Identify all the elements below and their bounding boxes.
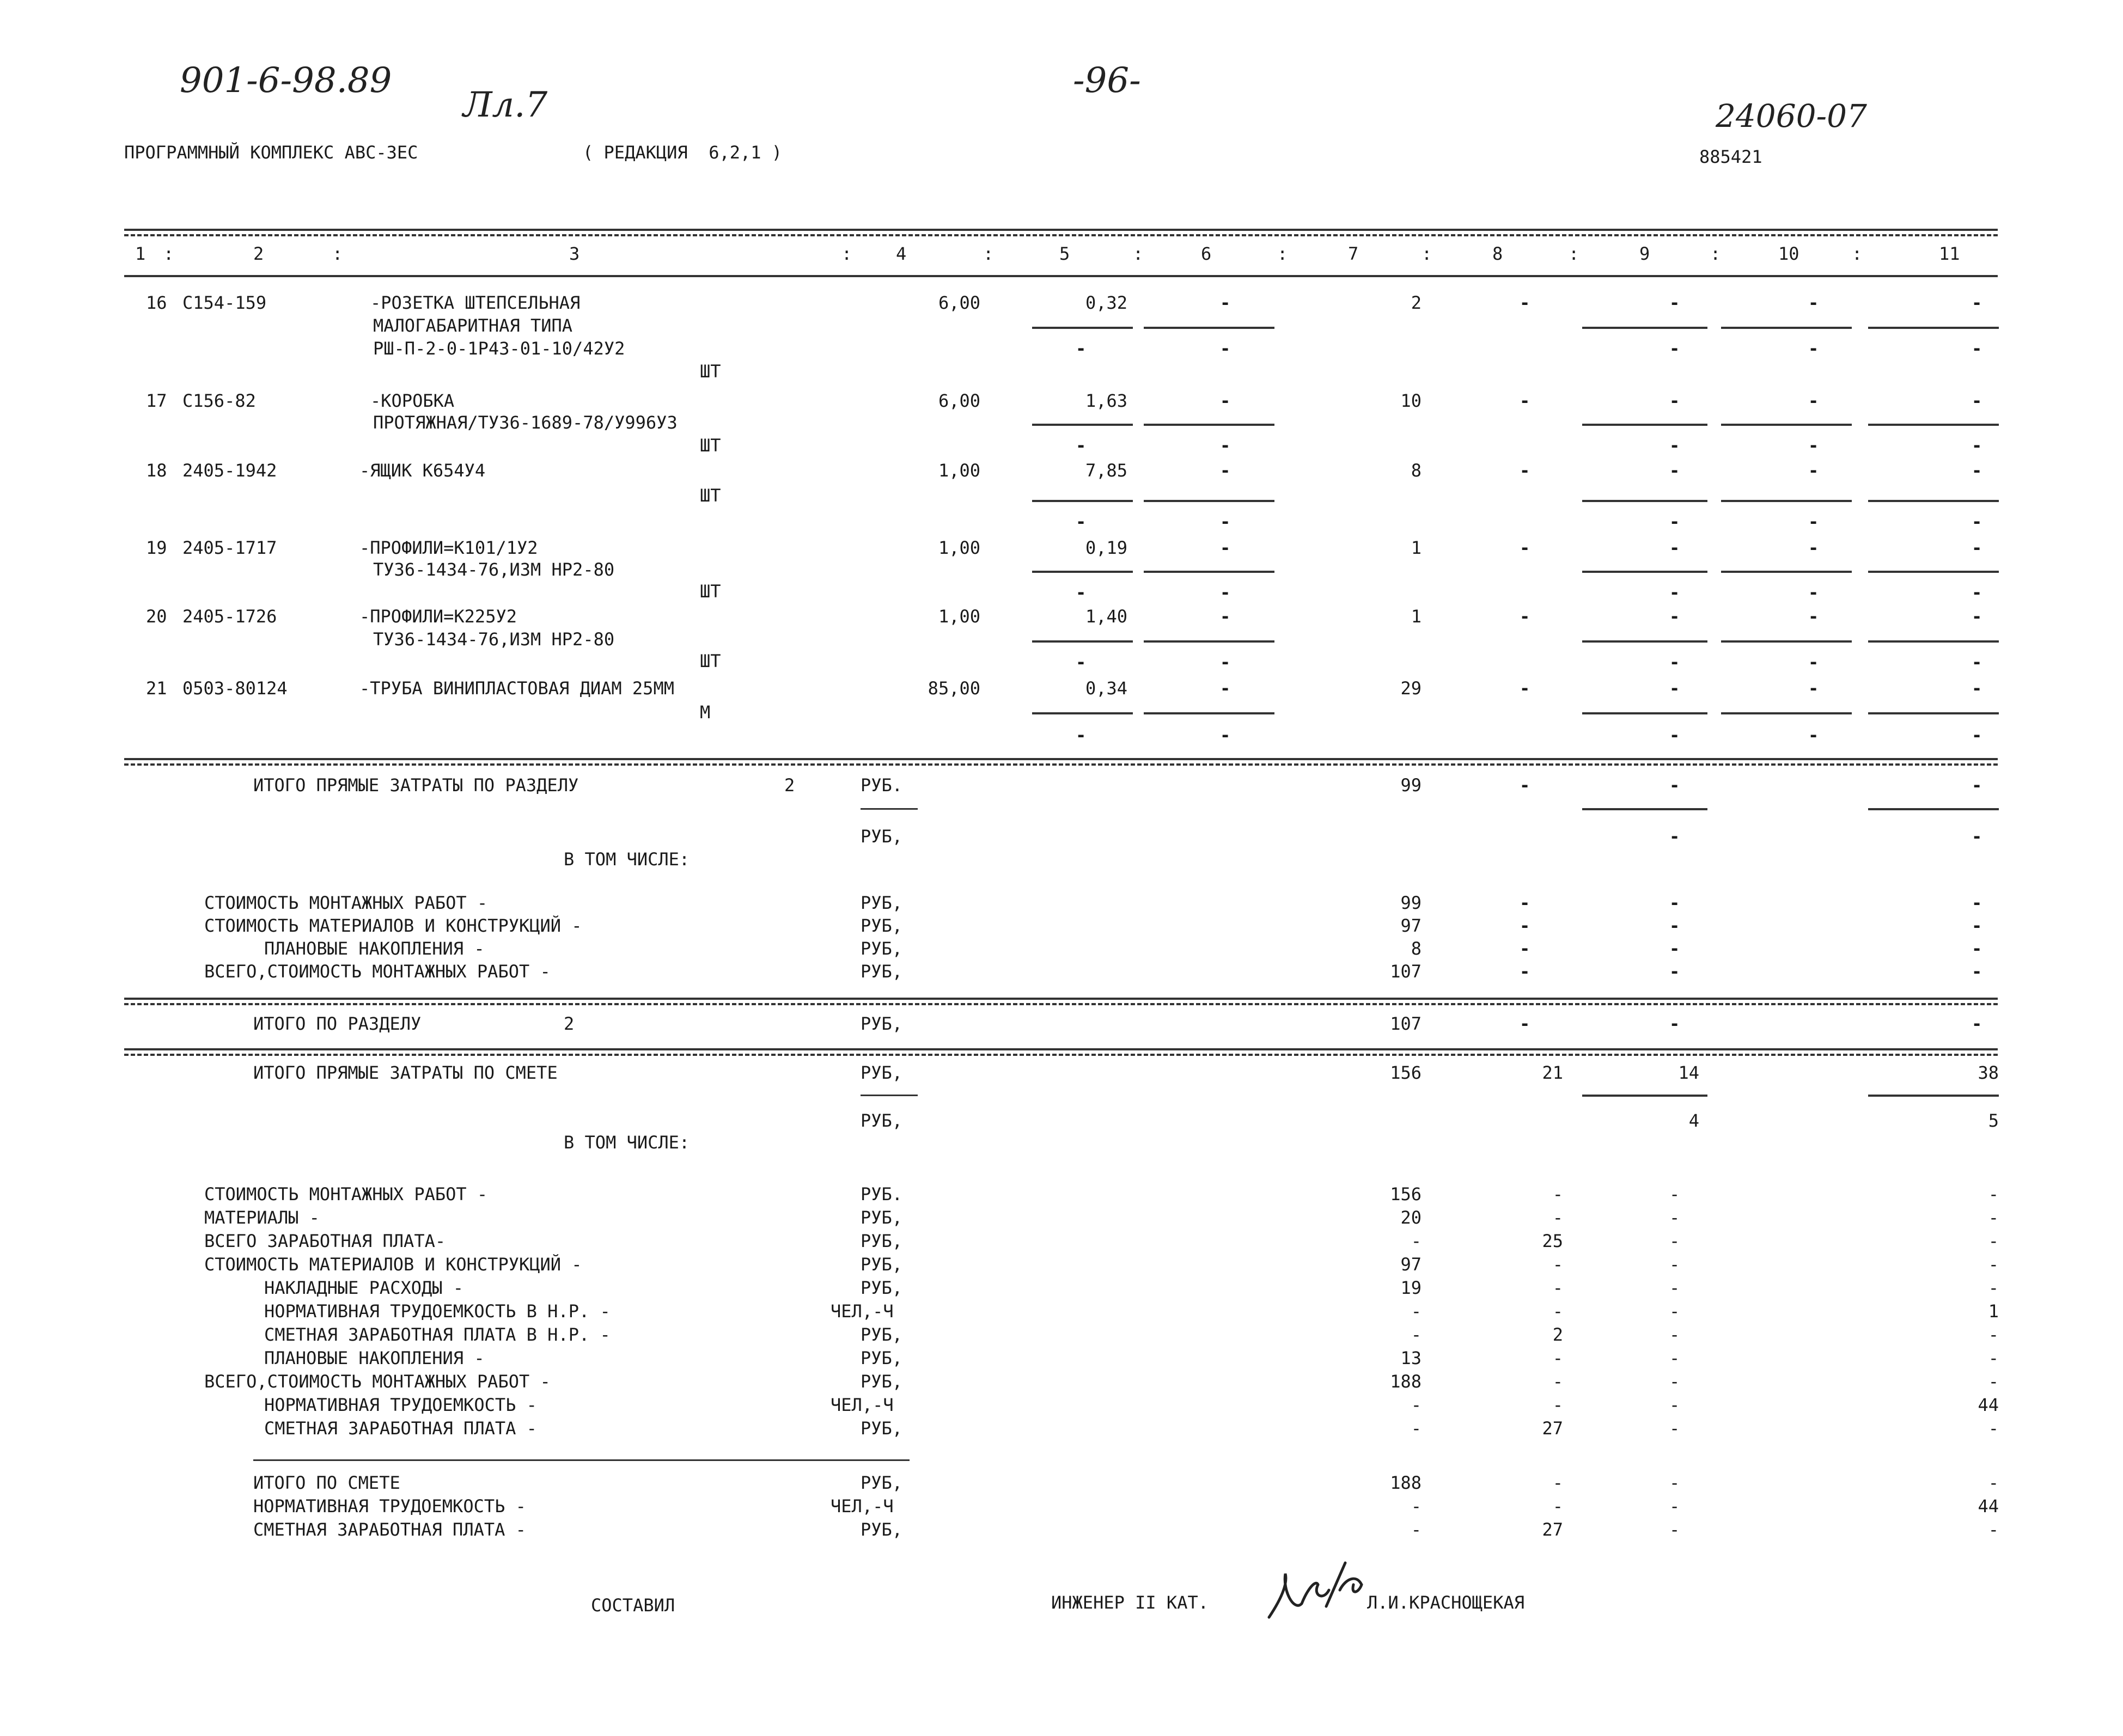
row-price: 1,63: [1085, 390, 1127, 411]
breakdown-label: СТОИМОСТЬ МАТЕРИАЛОВ И КОНСТРУКЦИЙ -: [204, 915, 582, 936]
row-c7: 1: [1411, 606, 1422, 627]
row-c9: -: [1669, 292, 1680, 313]
row-qty: 1,00: [938, 460, 980, 481]
document-number: 885421: [1699, 146, 1762, 167]
row-unit: ШТ: [700, 361, 721, 382]
engineer-title: ИНЖЕНЕР II КАТ.: [1051, 1592, 1209, 1613]
row-code: 0503-80124: [182, 678, 288, 699]
section-rule: [124, 758, 1998, 760]
breakdown-label: СТОИМОСТЬ МОНТАЖНЫХ РАБОТ -: [204, 1184, 488, 1205]
breakdown-label: НАКЛАДНЫЕ РАСХОДЫ -: [264, 1277, 464, 1298]
row-number: 21: [146, 678, 167, 699]
row-c6: -: [1220, 292, 1231, 313]
table-top-rule-dashed: [124, 234, 1998, 236]
breakdown-label: ВСЕГО,СТОИМОСТЬ МОНТАЖНЫХ РАБОТ -: [204, 1371, 551, 1392]
row-unit: ШТ: [700, 435, 721, 456]
row-desc-line: -РОЗЕТКА ШТЕПСЕЛЬНАЯ: [370, 292, 581, 313]
row-qty: 6,00: [938, 390, 980, 411]
col-header-2: 2: [253, 243, 264, 264]
row-code: 2405-1717: [182, 537, 277, 558]
row-c7: 29: [1400, 678, 1422, 699]
row-desc-line: -ПРОФИЛИ=К101/1У2: [359, 537, 538, 558]
row-desc-line: МАЛОГАБАРИТНАЯ ТИПА: [373, 315, 573, 336]
row-qty: 85,00: [928, 678, 980, 699]
row-desc-line: -ЯЩИК К654У4: [359, 460, 486, 481]
section-direct-unit: РУБ.: [861, 775, 903, 796]
engineer-name: Л.И.КРАСНОЩЕКАЯ: [1367, 1592, 1524, 1613]
breakdown-label: НОРМАТИВНАЯ ТРУДОЕМКОСТЬ -: [264, 1395, 537, 1415]
row-number: 17: [146, 390, 167, 411]
breakdown-label: СТОИМОСТЬ МОНТАЖНЫХ РАБОТ -: [204, 893, 488, 913]
compiled-label: СОСТАВИЛ: [591, 1595, 675, 1616]
row-number: 16: [146, 292, 167, 313]
row-unit: ШТ: [700, 581, 721, 602]
row-qty: 1,00: [938, 606, 980, 627]
row-price: 1,40: [1085, 606, 1127, 627]
section-number: 2: [784, 775, 795, 796]
row-price: 0,19: [1085, 537, 1127, 558]
col-header-8: 8: [1492, 243, 1503, 264]
signature-image: [1264, 1552, 1372, 1634]
row-unit: ШТ: [700, 485, 721, 506]
section-total-value: 107: [1390, 1013, 1422, 1034]
col-header-7: 7: [1348, 243, 1359, 264]
col-header-9: 9: [1639, 243, 1650, 264]
col-header-5: 5: [1059, 243, 1070, 264]
estimate-total-label: СМЕТНАЯ ЗАРАБОТНАЯ ПЛАТА -: [253, 1519, 526, 1540]
row-price: 7,85: [1085, 460, 1127, 481]
row-unit: ШТ: [700, 651, 721, 671]
row-c10: -: [1808, 292, 1819, 313]
program-title: ПРОГРАММНЫЙ КОМПЛЕКС АВС-ЗЕС: [124, 142, 418, 163]
row-number: 19: [146, 537, 167, 558]
row-unit: М: [700, 702, 711, 723]
handwritten-code: 24060-07: [1716, 97, 1867, 135]
breakdown-label: СМЕТНАЯ ЗАРАБОТНАЯ ПЛАТА В Н.Р. -: [264, 1324, 611, 1345]
row-c7: 10: [1400, 390, 1422, 411]
breakdown-label: МАТЕРИАЛЫ -: [204, 1207, 320, 1228]
col-header-6: 6: [1201, 243, 1212, 264]
row-code: 2405-1726: [182, 606, 277, 627]
row-code: С154-159: [182, 292, 267, 313]
program-edition: ( РЕДАКЦИЯ 6,2,1 ): [583, 142, 783, 163]
col-header-11: 11: [1939, 243, 1960, 264]
handwritten-doc-code: 901-6-98.89: [180, 60, 392, 101]
breakdown-label: ПЛАНОВЫЕ НАКОПЛЕНИЯ -: [264, 938, 485, 959]
row-desc-line: ПРОТЯЖНАЯ/ТУ36-1689-78/У996У3: [373, 412, 678, 433]
row-number: 18: [146, 460, 167, 481]
estimate-direct-title: ИТОГО ПРЯМЫЕ ЗАТРАТЫ ПО СМЕТЕ: [253, 1062, 558, 1083]
row-desc-line: РШ-П-2-0-1Р43-01-10/42У2: [373, 338, 625, 359]
row-qty: 6,00: [938, 292, 980, 313]
table-header-rule: [124, 275, 1998, 277]
row-desc-line: -ПРОФИЛИ=К225У2: [359, 606, 517, 627]
breakdown-label: ВСЕГО ЗАРАБОТНАЯ ПЛАТА-: [204, 1231, 446, 1251]
row-number: 20: [146, 606, 167, 627]
col-header-1: 1: [135, 243, 146, 264]
breakdown-label: ПЛАНОВЫЕ НАКОПЛЕНИЯ -: [264, 1348, 485, 1368]
row-price: 0,34: [1085, 678, 1127, 699]
section-direct-value: 99: [1400, 775, 1422, 796]
col-header-3: 3: [569, 243, 580, 264]
row-desc-line: -КОРОБКА: [370, 390, 455, 411]
row-desc-line: ТУ36-1434-76,ИЗМ НР2-80: [373, 559, 615, 580]
row-c8: -: [1520, 292, 1530, 313]
section-direct-title: ИТОГО ПРЯМЫЕ ЗАТРАТЫ ПО РАЗДЕЛУ: [253, 775, 579, 796]
col-header-4: 4: [896, 243, 907, 264]
breakdown-label: ВСЕГО,СТОИМОСТЬ МОНТАЖНЫХ РАБОТ -: [204, 961, 551, 982]
col-header-10: 10: [1778, 243, 1799, 264]
row-desc-line: -ТРУБА ВИНИПЛАСТОВАЯ ДИАМ 25ММ: [359, 678, 674, 699]
row-price: 0,32: [1085, 292, 1127, 313]
estimate-total-label: ИТОГО ПО СМЕТЕ: [253, 1472, 400, 1493]
row-c11: -: [1972, 292, 1982, 313]
row-code: С156-82: [182, 390, 256, 411]
row-c7: 1: [1411, 537, 1422, 558]
row-code: 2405-1942: [182, 460, 277, 481]
estimate-total-label: НОРМАТИВНАЯ ТРУДОЕМКОСТЬ -: [253, 1496, 526, 1517]
section-total-title: ИТОГО ПО РАЗДЕЛУ: [253, 1013, 422, 1034]
breakdown-label: СМЕТНАЯ ЗАРАБОТНАЯ ПЛАТА -: [264, 1418, 537, 1439]
section-including: В ТОМ ЧИСЛЕ:: [564, 849, 690, 870]
breakdown-label: НОРМАТИВНАЯ ТРУДОЕМКОСТЬ В Н.Р. -: [264, 1301, 611, 1322]
breakdown-label: СТОИМОСТЬ МАТЕРИАЛОВ И КОНСТРУКЦИЙ -: [204, 1254, 582, 1275]
row-qty: 1,00: [938, 537, 980, 558]
handwritten-page-number: -96-: [1073, 60, 1141, 101]
handwritten-sheet: Лл.7: [463, 85, 548, 125]
table-top-rule: [124, 229, 1998, 231]
row-desc-line: ТУ36-1434-76,ИЗМ НР2-80: [373, 629, 615, 650]
row-c7: 8: [1411, 460, 1422, 481]
row-c7: 2: [1411, 292, 1422, 313]
estimate-including: В ТОМ ЧИСЛЕ:: [564, 1132, 690, 1153]
